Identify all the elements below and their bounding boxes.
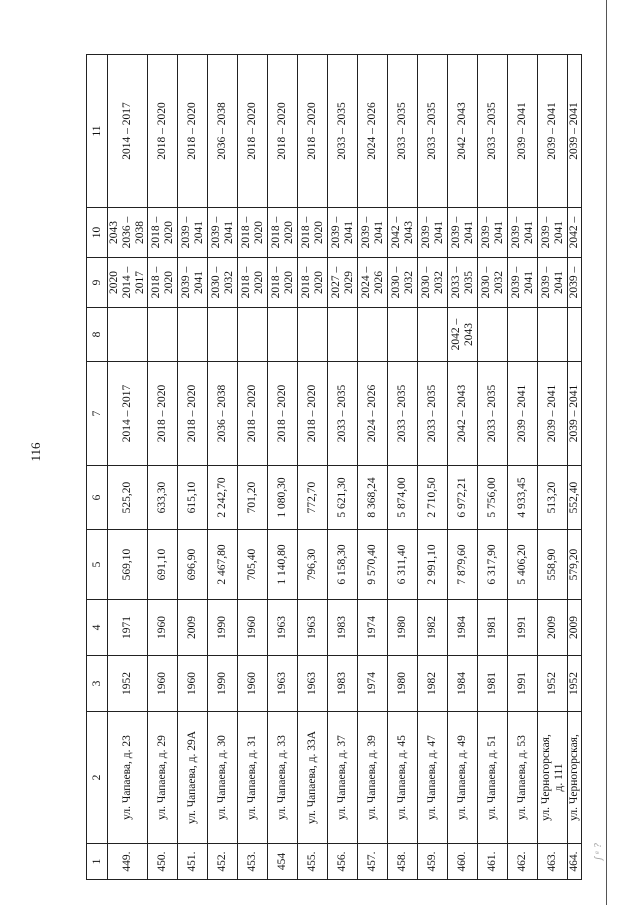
area-living-cell: 4 933,45 [508,466,538,530]
year-cell: 1963 [298,600,328,656]
period-cell: 2033 – 2035 [478,362,508,466]
period-cell: 2033 – 2035 [328,362,358,466]
address-cell: ул. Чапаева, д. 29 [148,712,178,844]
area-living-cell: 5 756,00 [478,466,508,530]
row-number: 464. [568,844,582,880]
row-number: 463. [538,844,568,880]
period-cell: 2039 – 2041 [538,208,568,258]
year-cell: 1971 [108,600,148,656]
period-extra-cell [108,308,148,362]
period-cell: 2039 – 2041 [508,258,538,308]
table-header-row [87,55,108,880]
year-cell: 1974 [358,600,388,656]
area-total-cell: 9 570,40 [358,530,388,600]
period-extra-cell [568,308,582,362]
area-total-cell: 2 467,80 [208,530,238,600]
period-cell: 2036 – 2038 [208,55,238,208]
table-body [108,55,582,880]
period-cell: 2039 – 2041 [208,208,238,258]
row-number: 449. [108,844,148,880]
column-header: 3 [87,656,108,712]
area-total-cell: 7 879,60 [448,530,478,600]
column-header: 11 [87,55,108,208]
year-built-cell: 1980 [388,656,418,712]
column-header: 1 [87,844,108,880]
row-number: 461. [478,844,508,880]
period-extra-cell [178,308,208,362]
row-number: 457. [358,844,388,880]
area-living-cell: 513,20 [538,466,568,530]
row-number: 452. [208,844,238,880]
year-cell: 2009 [568,600,582,656]
area-living-cell: 5 621,30 [328,466,358,530]
period-cell: 2018 – 2020 [238,208,268,258]
column-header: 2 [87,712,108,844]
year-cell: 1983 [328,600,358,656]
period-cell: 2018 – 2020 [148,208,178,258]
address-cell: ул. Чапаева, д. 45 [388,712,418,844]
area-total-cell: 2 991,10 [418,530,448,600]
area-total-cell: 696,90 [178,530,208,600]
period-cell: 2018 – 2020 [268,362,298,466]
row-number: 462. [508,844,538,880]
address-cell: ул. Чапаева, д. 23 [108,712,148,844]
period-cell: 2018 – 2020 [148,362,178,466]
year-built-cell: 1960 [148,656,178,712]
period-cell: 2039 – 2041 [538,55,568,208]
period-cell: 2014 – 2017 [108,362,148,466]
period-cell: 2039 – 2041 [448,208,478,258]
table-row [568,55,582,880]
address-cell: ул. Чапаева, д. 47 [418,712,448,844]
address-cell: ул. Чапаева, д. 31 [238,712,268,844]
period-cell: 2030 – 2032 [418,258,448,308]
year-cell: 1963 [268,600,298,656]
area-total-cell: 558,90 [538,530,568,600]
period-cell: 2018 – 2020 [148,55,178,208]
period-cell: 2024 – 2026 [358,258,388,308]
year-built-cell: 1963 [298,656,328,712]
year-cell: 1980 [388,600,418,656]
period-cell: 2018 – 2020 [268,208,298,258]
period-cell: 2030 – 2032 [388,258,418,308]
row-number: 454 [268,844,298,880]
area-living-cell: 6 972,21 [448,466,478,530]
table-row [508,55,538,880]
column-header: 8 [87,308,108,362]
area-living-cell: 552,40 [568,466,582,530]
period-cell: 2018 – 2020 [268,55,298,208]
period-cell: 2039 – 2041 [478,208,508,258]
period-cell: 2018 – 2020 [298,258,328,308]
year-cell: 1990 [208,600,238,656]
address-cell: ул. Чапаева, д. 29А [178,712,208,844]
period-extra-cell [418,308,448,362]
area-total-cell: 5 406,20 [508,530,538,600]
address-cell: ул. Чапаева, д. 49 [448,712,478,844]
period-extra-cell [298,308,328,362]
year-built-cell: 1974 [358,656,388,712]
period-cell: 2020 2014 – 2017 [108,258,148,308]
year-built-cell: 1983 [328,656,358,712]
area-total-cell: 6 158,30 [328,530,358,600]
period-cell: 2039 – 2041 [358,208,388,258]
area-total-cell: 796,30 [298,530,328,600]
period-cell: 2030 – 2032 [478,258,508,308]
page-number: 116 [28,442,43,462]
area-living-cell: 2 242,70 [208,466,238,530]
area-total-cell: 569,10 [108,530,148,600]
table-row [328,55,358,880]
column-header: 6 [87,466,108,530]
period-cell: 2039 – 2041 [508,362,538,466]
table-row [448,55,478,880]
year-cell: 1960 [238,600,268,656]
period-cell: 2018 – 2020 [298,208,328,258]
row-number: 451. [178,844,208,880]
period-cell: 2042 – 2043 [388,208,418,258]
area-living-cell: 701,20 [238,466,268,530]
area-total-cell: 579,20 [568,530,582,600]
area-living-cell: 2 710,50 [418,466,448,530]
area-total-cell: 705,40 [238,530,268,600]
column-header: 10 [87,208,108,258]
period-cell: 2042 – 2043 [448,55,478,208]
table-row [208,55,238,880]
period-cell: 2033 – 2035 [388,55,418,208]
year-built-cell: 1982 [418,656,448,712]
period-cell: 2039 – 2041 [538,362,568,466]
table-row [148,55,178,880]
area-total-cell: 6 317,90 [478,530,508,600]
area-living-cell: 633,30 [148,466,178,530]
area-living-cell: 772,70 [298,466,328,530]
column-header: 5 [87,530,108,600]
period-cell: 2039 – 2041 [178,208,208,258]
area-total-cell: 6 311,40 [388,530,418,600]
year-cell: 2009 [178,600,208,656]
period-cell: 2039 – 2041 [508,55,538,208]
period-cell: 2018 – 2020 [298,362,328,466]
registry-table [86,54,582,880]
row-number: 456. [328,844,358,880]
period-cell: 2024 – 2026 [358,362,388,466]
period-extra-cell [148,308,178,362]
period-cell: 2033 – 2035 [478,55,508,208]
table-row [358,55,388,880]
period-cell: 2018 – 2020 [238,362,268,466]
period-cell: 2014 – 2017 [108,55,148,208]
year-built-cell: 1963 [268,656,298,712]
period-cell: 2024 – 2026 [358,55,388,208]
period-cell: 2039 – 2041 [508,208,538,258]
area-living-cell: 8 368,24 [358,466,388,530]
period-extra-cell [358,308,388,362]
year-built-cell: 1952 [568,656,582,712]
period-cell: 2033 – 2035 [448,258,478,308]
period-cell: 2039 – 2041 [178,258,208,308]
period-cell: 2018 – 2020 [178,362,208,466]
rotated-table-container [86,55,606,880]
year-cell: 1991 [508,600,538,656]
address-cell: ул. Чапаева, д. 37 [328,712,358,844]
period-extra-cell [238,308,268,362]
table-row [538,55,568,880]
year-built-cell: 1990 [208,656,238,712]
year-cell: 1982 [418,600,448,656]
year-built-cell: 1952 [108,656,148,712]
table-row [298,55,328,880]
page-edge-line [606,0,607,905]
address-cell: ул. Черногорская, д. 111 [538,712,568,844]
period-cell: 2039 – 2041 [538,258,568,308]
year-cell: 1981 [478,600,508,656]
period-cell: 2033 – 2035 [418,55,448,208]
period-cell: 2033 – 2035 [388,362,418,466]
year-built-cell: 1952 [538,656,568,712]
year-cell: 1960 [148,600,178,656]
address-cell: ул. Черногорская, [568,712,582,844]
period-cell: 2018 – 2020 [268,258,298,308]
year-cell: 1984 [448,600,478,656]
area-living-cell: 525,20 [108,466,148,530]
period-cell: 2039 – 2041 [328,208,358,258]
period-extra-cell [268,308,298,362]
row-number: 459. [418,844,448,880]
period-cell: 2030 – 2032 [208,258,238,308]
period-cell: 2033 – 2035 [418,362,448,466]
row-number: 455. [298,844,328,880]
area-total-cell: 1 140,80 [268,530,298,600]
period-extra-cell [478,308,508,362]
period-extra-cell [328,308,358,362]
column-header: 4 [87,600,108,656]
year-built-cell: 1960 [178,656,208,712]
period-cell: 2033 – 2035 [328,55,358,208]
period-cell: 2027 – 2029 [328,258,358,308]
address-cell: ул. Чапаева, д. 30 [208,712,238,844]
period-extra-cell [388,308,418,362]
period-cell: 2018 – 2020 [148,258,178,308]
table-row [238,55,268,880]
period-cell: 2042 – [568,208,582,258]
area-living-cell: 1 080,30 [268,466,298,530]
period-extra-cell: 2042 – 2043 [448,308,478,362]
table-row [478,55,508,880]
address-cell: ул. Чапаева, д. 51 [478,712,508,844]
table-row [268,55,298,880]
period-cell: 2018 – 2020 [178,55,208,208]
period-cell: 2018 – 2020 [238,55,268,208]
period-extra-cell [538,308,568,362]
period-cell: 2039 – 2041 [568,362,582,466]
period-cell: 2018 – 2020 [238,258,268,308]
year-built-cell: 1984 [448,656,478,712]
table-row [108,55,148,880]
address-cell: ул. Чапаева, д. 39 [358,712,388,844]
period-cell: 2043 2036 – 2038 [108,208,148,258]
period-cell: 2039 – 2041 [418,208,448,258]
address-cell: ул. Чапаева, д. 53 [508,712,538,844]
row-number: 460. [448,844,478,880]
period-cell: 2018 – 2020 [298,55,328,208]
address-cell: ул. Чапаева, д. 33 [268,712,298,844]
year-built-cell: 1981 [478,656,508,712]
column-header: 9 [87,258,108,308]
area-living-cell: 5 874,00 [388,466,418,530]
area-total-cell: 691,10 [148,530,178,600]
area-living-cell: 615,10 [178,466,208,530]
period-cell: 2042 – 2043 [448,362,478,466]
year-cell: 2009 [538,600,568,656]
period-extra-cell [508,308,538,362]
period-cell: 2036 – 2038 [208,362,238,466]
year-built-cell: 1960 [238,656,268,712]
scan-mark: ʃ ᵃ ? [592,843,604,860]
row-number: 458. [388,844,418,880]
period-extra-cell [208,308,238,362]
table-row [388,55,418,880]
address-cell: ул. Чапаева, д. 33А [298,712,328,844]
table-row [418,55,448,880]
year-built-cell: 1991 [508,656,538,712]
period-cell: 2039 – 2041 [568,55,582,208]
table-row [178,55,208,880]
row-number: 453. [238,844,268,880]
column-header: 7 [87,362,108,466]
period-cell: 2039 – [568,258,582,308]
row-number: 450. [148,844,178,880]
